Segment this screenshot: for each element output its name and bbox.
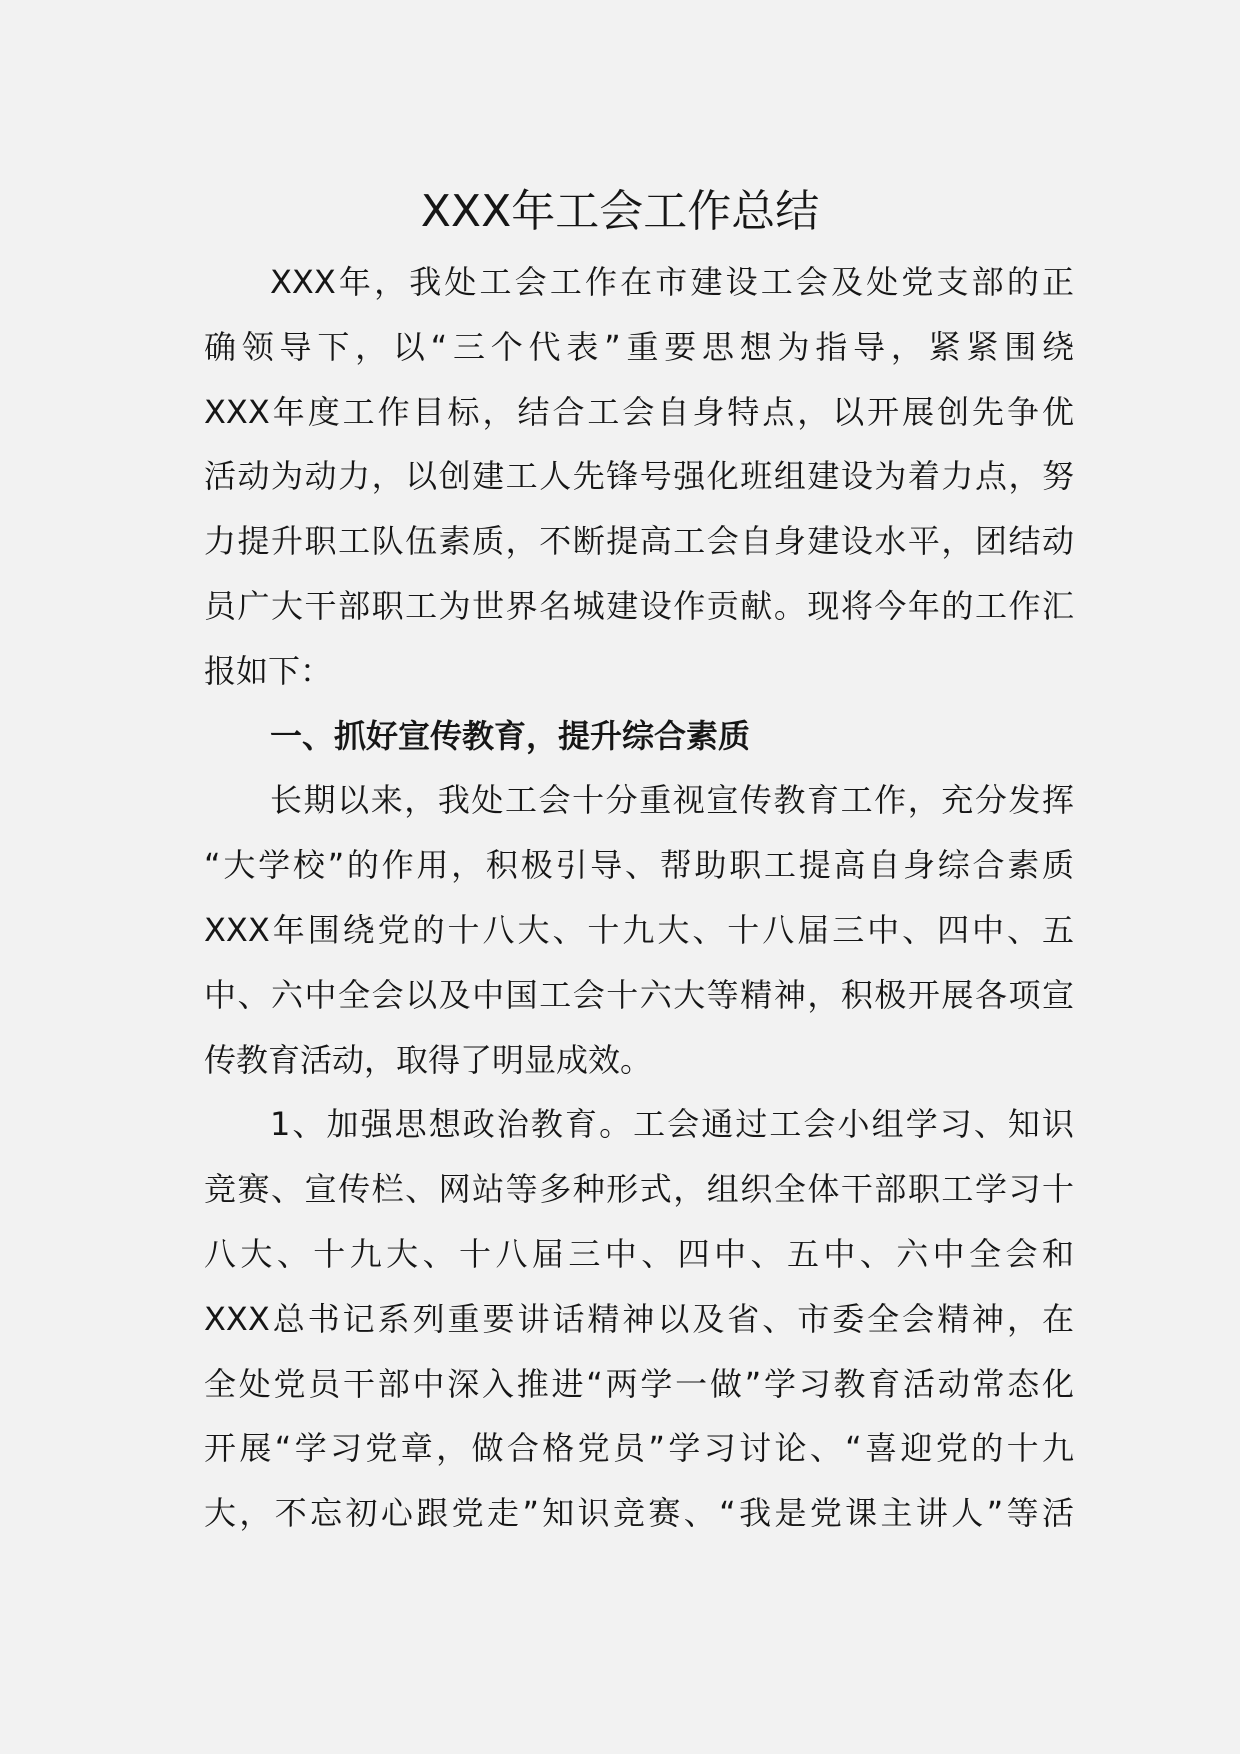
paragraph-line: “大学校”的作用，积极引导、帮助职工提高自身综合素质	[204, 846, 1074, 885]
paragraph-line: 传教育活动，取得了明显成效。	[204, 1040, 653, 1079]
paragraph-line: 员广大干部职工为世界名城建设作贡献。现将今年的工作汇	[204, 586, 1074, 625]
paragraph-line: 大，不忘初心跟党走”知识竞赛、“我是党课主讲人”等活	[204, 1494, 1074, 1533]
paragraph-line: 竞赛、宣传栏、网站等多种形式，组织全体干部职工学习十	[204, 1170, 1074, 1209]
paragraph-line: 力提升职工队伍素质，不断提高工会自身建设水平，团结动	[204, 522, 1074, 561]
paragraph-line: 开展“学习党章，做合格党员”学习讨论、“喜迎党的十九	[204, 1429, 1074, 1468]
paragraph-line: 报如下：	[204, 651, 333, 690]
paragraph-line: 确领导下，以“三个代表”重要思想为指导，紧紧围绕	[204, 327, 1074, 366]
paragraph-line: 中、六中全会以及中国工会十六大等精神，积极开展各项宣	[204, 975, 1074, 1014]
paragraph-line: XXX年度工作目标，结合工会自身特点，以开展创先争优	[204, 392, 1074, 431]
paragraph-line: 八大、十九大、十八届三中、四中、五中、六中全会和	[204, 1234, 1074, 1273]
paragraph-line: 1、加强思想政治教育。工会通过工会小组学习、知识	[270, 1105, 1074, 1144]
paragraph-line: XXX总书记系列重要讲话精神以及省、市委全会精神，在	[204, 1299, 1074, 1338]
paragraph-line: 活动为动力，以创建工人先锋号强化班组建设为着力点，努	[204, 457, 1074, 496]
paragraph-line: 长期以来，我处工会十分重视宣传教育工作，充分发挥	[270, 781, 1074, 820]
paragraph-line: XXX年，我处工会工作在市建设工会及处党支部的正	[270, 263, 1074, 301]
document-title: XXX年工会工作总结	[420, 186, 820, 237]
document-body	[204, 250, 1074, 1546]
section-heading: 一、抓好宣传教育，提升综合素质	[270, 716, 751, 755]
paragraph-line: XXX年围绕党的十八大、十九大、十八届三中、四中、五	[204, 910, 1074, 949]
paragraph-line: 全处党员干部中深入推进“两学一做”学习教育活动常态化	[204, 1364, 1074, 1403]
